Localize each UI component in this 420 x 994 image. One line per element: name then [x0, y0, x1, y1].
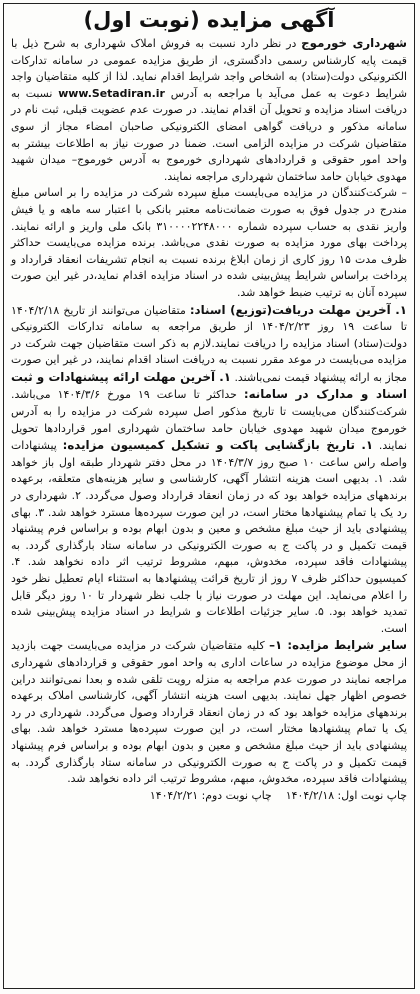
first-print-date: چاپ نوبت اول: ۱۴۰۴/۲/۱۸ [285, 788, 407, 802]
item1-text: متقاضیان می‌توانند از تاریخ ۱۴۰۴/۲/۱۸ تا ساعت ۱۹ روز ۱۴۰۴/۲/۲۳ از طریق مراجعه به سامانه تدارکات الکترونیکی دولت(ستاد) اسناد مزایده را دریافت نمایند.لازم به ذکر است متقاضیان جهت شرکت در مزایده می‌بایست در موعد مقرر نسبت به دریافت اسناد اقدام نمایند، در غیر این صورت مجاز به ارائه پیشنهاد قیمت نمی‌باشند. [11, 303, 407, 384]
notice-body [4, 35, 414, 788]
setadiran-url[interactable]: www.Setadiran.ir [58, 86, 165, 100]
notice-frame [3, 3, 415, 989]
other-bold: سایر شرایط مزایده: ۱– [269, 638, 408, 653]
item2-bold: ۱. آخرین مهلت ارائه پیشنهادات و ثبت اسناد و مدارک در سامانه: [11, 369, 407, 402]
other-conditions-paragraph [11, 637, 407, 787]
other-text: کلیه متقاضیان شرکت در مزایده می‌بایست جهت بازدید از محل موضوع مزایده در ساعات اداری به واحد امور حقوقی و قراردادهای شهرداری مراجعه نمایند در صورت عدم مراجعه به منزله رویت تلقی شده و بعدا نمی‌توانند دراین خصوص اظهار جهل نمایند. بدیهی است هزینه انتشار آگهی، کارشناسی املاک برعهده برندههای مزایده خواهد بود که در زمان انعقاد قرارداد وصول می‌گردد. شهرداری در رد یک یا تمام پیشنهادها مختار است، در این صورت سپرده‌ها مسترد خواهد شد. بهای پیشنهادی باید از حیث مبلغ مشخص و معین و بدون ابهام بوده و براساس فرم پیشنهاد قیمت تکمیل و در پاکت ج به صورت الکترونیکی در سامانه ستاد بارگذاری گردد. به پیشنهادات فاقد سپرده، مخدوش، مبهم، مشروط ترتیب اثر داده نخواهد شد. [11, 639, 407, 786]
item1-bold: ۱. آخرین مهلت دریافت(توزیع) اسناد: [189, 302, 407, 317]
intro-bold: شهرداری خورموج [301, 36, 407, 50]
intro-paragraph [11, 35, 407, 185]
item3-text: پیشنهادات واصله راس ساعت ۱۰ صبح روز ۱۴۰۴/۳/۷ در محل دفتر شهردار طبقه اول باز خواهد شد. ۱. بدیهی است هزینه انتشار آگهی، کارشناسی و سایر هزینه‌های متعلقه، برعهده برندههای مزایده خواهد بود که در زمان انعقاد قرارداد وصول می‌گردد. ۲. شهرداری در رد یک یا تمام پیشنهادها مختار است، در این صورت سپرده‌ها مسترد خواهد شد. ۳. بهای پیشنهادی باید از حیث مبلغ مشخص و معین و بدون ابهام بوده و براساس فرم پیشنهاد قیمت تکمیل و در پاکت ج به صورت الکترونیکی در سامانه ستاد بارگذاری گردد. به پیشنهادات فاقد سپرده، مخدوش، مبهم، مشروط ترتیب اثر داده نخواهد شد. ۴. کمیسیون حداکثر ظرف ۷ روز از تاریخ قرائت پیشنهادها به استثناء ایام تعطیل نظر خود را اعلام می‌نماید. این مهلت در صورت نیاز با جلب نظر شهردار تا ۱۰ روز دیگر قابل تمدید خواهد بود. ۵. سایر جزئیات اطلاعات و شرایط در اسناد مزایده پیش‌بینی شده است. [11, 439, 408, 635]
intro-text: در نظر دارد نسبت به فروش املاک شهرداری به شرح ذیل با قیمت پایه کارشناس رسمی دادگستری، از طریق مزایده عمومی در سامانه تدارکات الکترونیکی دولت(ستاد) به اشخاص واجد شرایط اقدام نماید. لذا از کلیه متقاضیان واجد شرایط دعوت به عمل می‌آید با مراجعه به آدرس [11, 37, 407, 100]
item3-bold: ۱. تاریخ بازگشایی پاکت و تشکیل کمیسیون مزایده: [62, 438, 374, 453]
deposit-paragraph: – شرکت‌کنندگان در مزایده می‌بایست مبلغ سپرده شرکت در مزایده را بر اساس مبلغ مندرج در جدول فوق به صورت ضمانت‌نامه معتبر بانکی با اعتبار سه ماهه و یا فیش واریز نقدی به حساب سپرده شماره ۳۱۰۰۰۰۲۲۴۸۰۰۰ بانک ملی واریز و ارائه نمایند. پرداخت بهای مورد مزایده به صورت نقدی می‌باشد. برنده مزایده می‌بایست حداکثر ظرف مدت ۱۵ روز کاری از زمان ابلاغ برنده نسبت به انجام تشریفات انعقاد قرارداد و پرداخت براساس شرایط پیش‌بینی شده در اسناد مزایده اقدام نماید،در غیر این صورت سپرده آنان به ترتیب ضبط خواهد شد. [11, 186, 407, 299]
intro-text-2: نسبت به دریافت اسناد مزایده و تحویل آن اقدام نمایند. در صورت عدم عضویت قبلی، ثبت نام در سامانه مذکور و دریافت گواهی امضای الکترونیکی صاحبان امضاء مجاز از سوی متقاضیان شرکت در مزایده الزامی است. ضمنا در صورت نیاز به اطلاعات بیشتر به واحد امور حقوقی و قراردادهای شهرداری خورموج به آدرس خورموج– میدان شهید مهدوی خیابان حامد ساختمان شهرداری مراجعه نمایند. [11, 86, 407, 183]
item2-text: حداکثر تا ساعت ۱۹ مورخ ۱۴۰۴/۳/۶ می‌باشد. شرکت‌کنندگان می‌بایست تا تاریخ مذکور اصل سپرده شرکت در مزایده را به آدرس خورموج میدان شهید مهدوی خیابان حامد ساختمان شهرداری امور قراردادها تحویل نمایند. [11, 388, 407, 453]
print-dates [4, 788, 414, 805]
second-print-date: چاپ نوبت دوم: ۱۴۰۴/۲/۲۱ [149, 788, 272, 802]
deadlines-paragraph [11, 302, 407, 638]
notice-title: آگهی مزایده (نوبت اول) [83, 8, 335, 32]
